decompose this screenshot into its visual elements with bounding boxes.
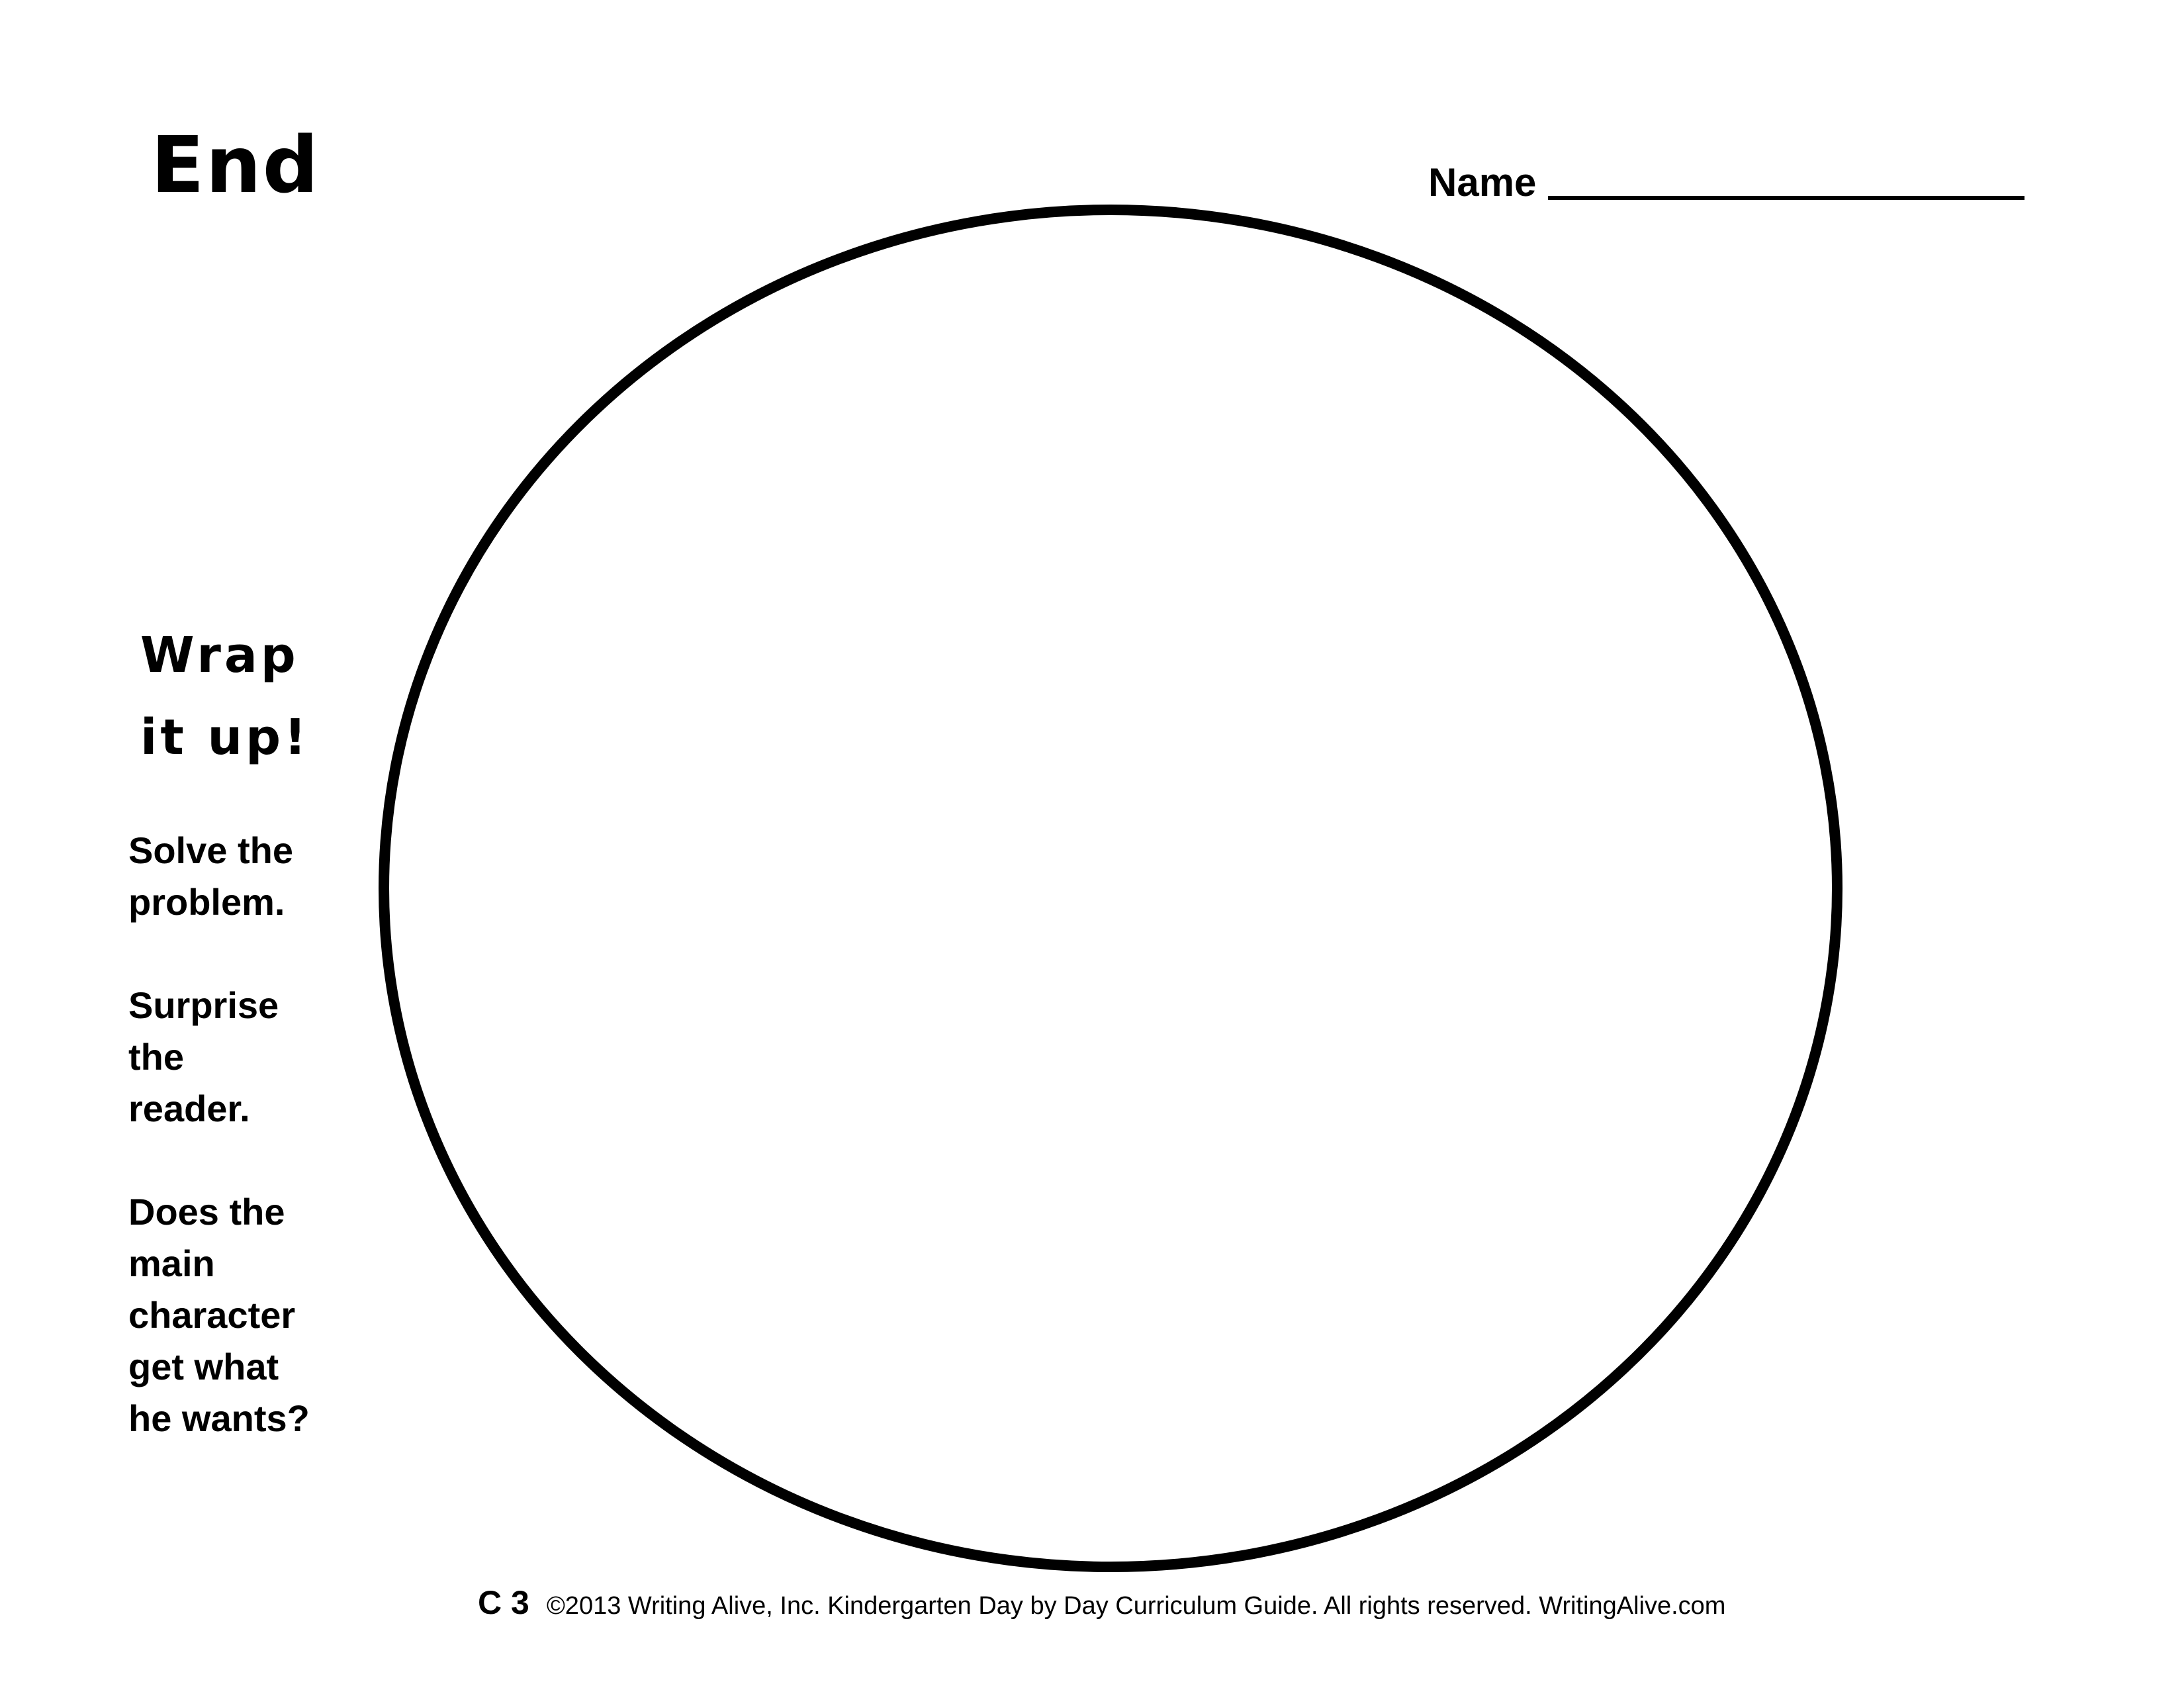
section-heading: Wrap it up! <box>140 627 310 766</box>
name-label: Name <box>1428 160 1537 205</box>
prompt-main-character: Does the main character get what he wants? <box>128 1191 310 1439</box>
drawing-circle[interactable] <box>384 210 1837 1567</box>
page-title: End <box>151 119 320 211</box>
page-code: C 3 <box>478 1584 529 1621</box>
prompt-surprise-reader: Surprise the reader. <box>128 984 279 1129</box>
copyright-text: ©2013 Writing Alive, Inc. Kindergarten Day by Day Curriculum Guide. All rights reserved. WritingAlive.com <box>546 1592 1726 1620</box>
footer <box>478 1583 1725 1622</box>
prompt-solve-problem: Solve the problem. <box>128 829 293 923</box>
